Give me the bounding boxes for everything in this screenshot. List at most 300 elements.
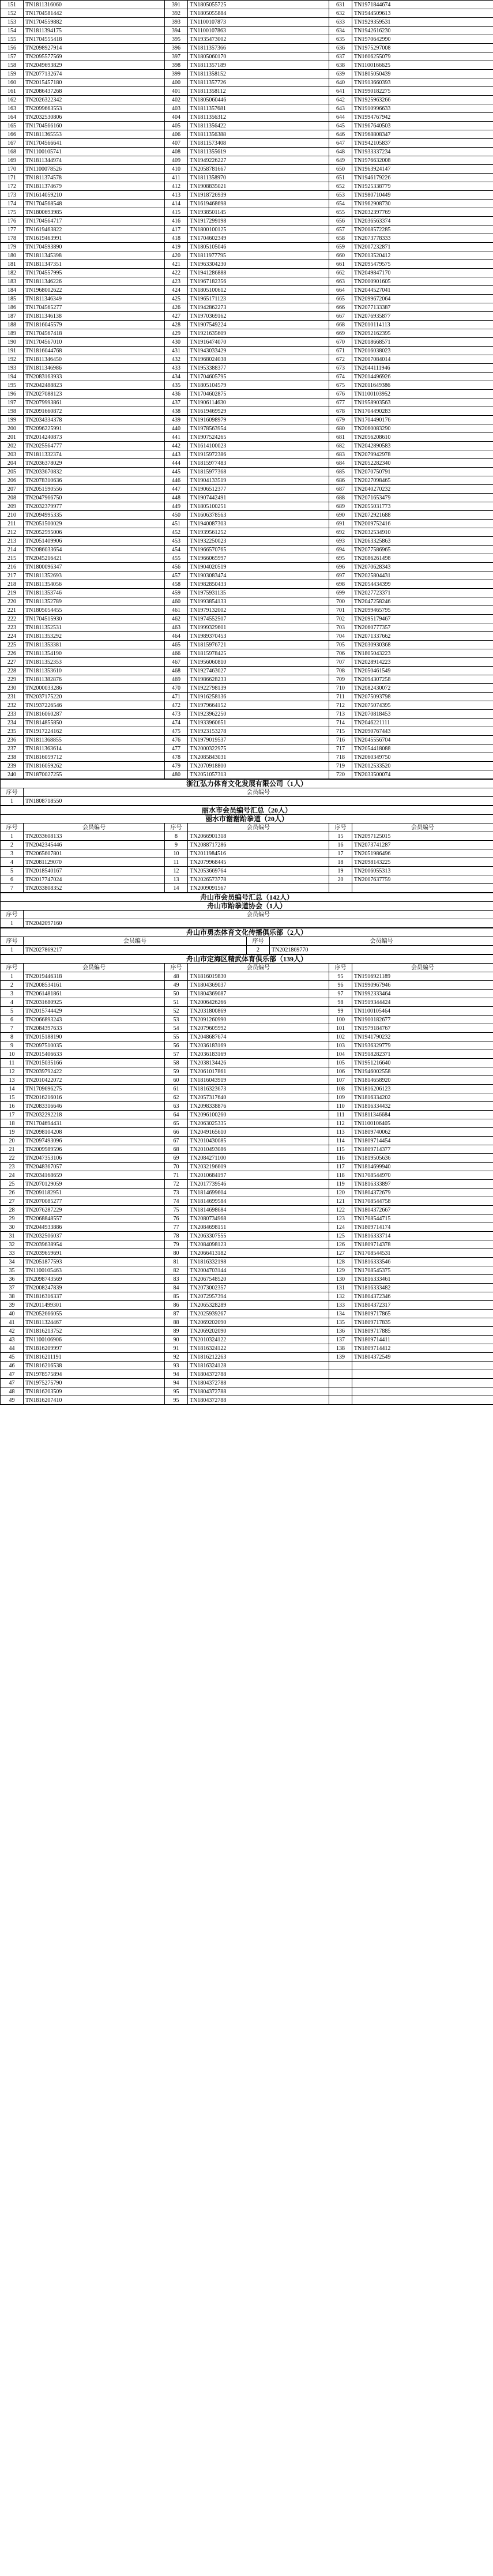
table-row xyxy=(1,867,493,875)
seq-cell: 421 xyxy=(165,260,188,269)
member-no-cell: TN2046221111 xyxy=(352,719,493,727)
member-no-cell: TN2077132674 xyxy=(24,70,165,78)
seq-header: 序号 xyxy=(329,964,352,972)
seq-cell: 26 xyxy=(1,1189,24,1197)
member-no-cell: TN2084271100 xyxy=(188,1154,329,1163)
member-no-header: 会员编号 xyxy=(270,937,493,946)
seq-cell: 153 xyxy=(1,18,24,27)
table-row xyxy=(1,1292,493,1301)
seq-cell: 477 xyxy=(165,744,188,753)
table-row xyxy=(1,537,493,546)
member-no-cell: TN1100106405 xyxy=(352,1119,493,1128)
seq-cell: 182 xyxy=(1,269,24,277)
member-no-cell: TN1971844674 xyxy=(352,1,493,9)
seq-cell: 231 xyxy=(1,693,24,701)
table-row xyxy=(1,156,493,165)
seq-cell: 17 xyxy=(329,849,352,858)
member-no-cell: TN2071337662 xyxy=(352,632,493,641)
seq-cell: 134 xyxy=(329,1310,352,1318)
member-no-cell: TN1942862273 xyxy=(188,303,329,312)
seq-cell: 668 xyxy=(329,321,352,329)
table-row xyxy=(1,1266,493,1275)
seq-cell: 447 xyxy=(165,485,188,494)
member-no-cell: TN1816206123 xyxy=(352,1085,493,1093)
member-no-cell: TN2065328289 xyxy=(188,1301,329,1310)
member-no-cell: TN2039638954 xyxy=(24,1240,165,1249)
member-no-cell: TN1811374578 xyxy=(24,174,165,182)
member-no-cell: TN1949226227 xyxy=(188,156,329,165)
seq-cell: 223 xyxy=(1,623,24,632)
seq-cell: 692 xyxy=(329,528,352,537)
member-no-cell: TN2015188190 xyxy=(24,1033,165,1041)
seq-cell: 130 xyxy=(329,1275,352,1284)
seq-cell: 177 xyxy=(1,225,24,234)
zhoushan-summary: 舟山市会员编号汇总（142人） xyxy=(1,893,493,902)
member-no-cell: TN1704568548 xyxy=(24,200,165,208)
member-no-cell: TN2063325863 xyxy=(352,537,493,546)
member-no-cell: TN1800693985 xyxy=(24,208,165,217)
seq-cell: 173 xyxy=(1,191,24,200)
table-row xyxy=(1,1137,493,1145)
member-no-cell: TN1816207410 xyxy=(24,1396,165,1405)
member-no-cell: TN1811324467 xyxy=(24,1318,165,1327)
seq-cell: 38 xyxy=(1,1292,24,1301)
seq-cell: 25 xyxy=(1,1180,24,1189)
table-row xyxy=(1,269,493,277)
member-no-cell: TN1994767942 xyxy=(352,113,493,122)
member-no-cell: TN2018668571 xyxy=(352,338,493,347)
member-no-cell: TN1942616230 xyxy=(352,27,493,35)
member-no-cell: TN1811352531 xyxy=(24,623,165,632)
member-no-cell: TN1811346226 xyxy=(24,277,165,286)
member-no-cell xyxy=(352,1387,493,1396)
member-no-cell: TN2054418088 xyxy=(352,744,493,753)
seq-cell: 127 xyxy=(329,1249,352,1258)
seq-cell: 91 xyxy=(165,1344,188,1353)
member-no-cell: TN2086437268 xyxy=(24,87,165,96)
seq-cell: 404 xyxy=(165,113,188,122)
table-row xyxy=(1,113,493,122)
seq-cell: 436 xyxy=(165,390,188,398)
seq-cell: 425 xyxy=(165,295,188,303)
member-no-cell: TN1708544531 xyxy=(352,1249,493,1258)
seq-cell: 95 xyxy=(329,972,352,981)
table-row xyxy=(1,321,493,329)
seq-cell: 205 xyxy=(1,468,24,476)
member-no-cell: TN2039792422 xyxy=(24,1067,165,1076)
member-no-cell: TN1816213752 xyxy=(24,1327,165,1336)
member-no-cell: TN1976632008 xyxy=(352,156,493,165)
member-no-cell: TN1708544758 xyxy=(352,1197,493,1206)
member-no-cell: TN2086261498 xyxy=(352,554,493,563)
member-no-cell: TN1811394175 xyxy=(24,27,165,35)
table-row xyxy=(1,1396,493,1405)
seq-cell: 102 xyxy=(329,1033,352,1041)
seq-cell: 126 xyxy=(329,1240,352,1249)
seq-cell: 694 xyxy=(329,546,352,554)
member-no-cell: TN2036563374 xyxy=(352,217,493,225)
seq-cell: 23 xyxy=(1,1163,24,1171)
member-no-cell: TN1979664152 xyxy=(188,701,329,710)
seq-cell: 665 xyxy=(329,295,352,303)
seq-cell: 398 xyxy=(165,61,188,70)
block1-table xyxy=(0,0,493,779)
table-row xyxy=(1,1128,493,1137)
member-no-cell: TN1918726939 xyxy=(188,191,329,200)
seq-cell: 392 xyxy=(165,9,188,18)
table-row xyxy=(1,78,493,87)
member-no-cell: TN1816332198 xyxy=(188,1258,329,1266)
member-no-cell: TN2070918800 xyxy=(188,762,329,770)
seq-cell: 52 xyxy=(165,1007,188,1016)
seq-cell: 225 xyxy=(1,641,24,649)
seq-cell: 2 xyxy=(1,841,24,849)
table-row xyxy=(1,234,493,243)
seq-cell: 478 xyxy=(165,753,188,762)
member-no-cell: TN1975275790 xyxy=(24,1379,165,1387)
table-row xyxy=(1,701,493,710)
seq-cell: 95 xyxy=(165,1396,188,1405)
member-no-cell: TN1816059712 xyxy=(24,753,165,762)
seq-cell: 659 xyxy=(329,243,352,251)
member-no-cell: TN1913660393 xyxy=(352,78,493,87)
seq-cell: 468 xyxy=(165,667,188,675)
seq-cell: 81 xyxy=(165,1258,188,1266)
table-row xyxy=(1,122,493,130)
seq-cell: 717 xyxy=(329,744,352,753)
table-row xyxy=(1,511,493,520)
member-no-cell: TN2025564777 xyxy=(24,442,165,450)
seq-cell: 411 xyxy=(165,174,188,182)
table-row xyxy=(1,174,493,182)
member-no-cell: TN2079968445 xyxy=(188,858,329,867)
member-no-cell: TN1811357681 xyxy=(188,104,329,113)
seq-cell: 111 xyxy=(329,1111,352,1119)
seq-cell: 240 xyxy=(1,770,24,779)
seq-cell: 414 xyxy=(165,200,188,208)
member-no-cell: TN2075093798 xyxy=(352,693,493,701)
seq-cell: 457 xyxy=(165,571,188,580)
seq-cell: 710 xyxy=(329,684,352,693)
seq-cell: 718 xyxy=(329,753,352,762)
seq-cell: 54 xyxy=(165,1024,188,1033)
seq-cell: 68 xyxy=(165,1145,188,1154)
zhejiang-table xyxy=(0,779,493,806)
table-row xyxy=(1,165,493,174)
seq-cell: 179 xyxy=(1,243,24,251)
seq-cell: 138 xyxy=(329,1344,352,1353)
seq-cell: 139 xyxy=(329,1353,352,1362)
seq-cell: 394 xyxy=(165,27,188,35)
seq-cell: 396 xyxy=(165,44,188,52)
member-no-cell: TN1805043223 xyxy=(352,649,493,658)
member-no-cell: TN1968808347 xyxy=(352,130,493,139)
seq-cell: 452 xyxy=(165,528,188,537)
seq-cell: 698 xyxy=(329,580,352,589)
member-no-header: 会员编号 xyxy=(352,823,493,832)
member-no-cell: TN1816333482 xyxy=(352,1284,493,1292)
member-no-cell: TN2084698151 xyxy=(188,1223,329,1232)
seq-cell: 101 xyxy=(329,1024,352,1033)
seq-cell: 198 xyxy=(1,407,24,416)
seq-cell: 108 xyxy=(329,1085,352,1093)
table-row xyxy=(1,684,493,693)
member-no-cell: TN1910996633 xyxy=(352,104,493,113)
member-no-cell: TN2055031773 xyxy=(352,502,493,511)
seq-cell: 691 xyxy=(329,520,352,528)
member-no-cell: TN1100105464 xyxy=(352,1007,493,1016)
seq-cell: 651 xyxy=(329,174,352,182)
member-no-cell: TN2053669764 xyxy=(188,867,329,875)
member-no-cell: TN1811357189 xyxy=(188,61,329,70)
member-no-cell: TN1811352693 xyxy=(24,571,165,580)
member-no-cell: TN2047258246 xyxy=(352,597,493,606)
seq-cell: 419 xyxy=(165,243,188,251)
seq-cell: 65 xyxy=(165,1119,188,1128)
member-no-cell: TN1619463822 xyxy=(24,225,165,234)
seq-cell: 187 xyxy=(1,312,24,321)
table-row xyxy=(1,744,493,753)
seq-cell: 58 xyxy=(165,1059,188,1067)
member-no-cell: TN1704694431 xyxy=(24,1119,165,1128)
seq-cell: 410 xyxy=(165,165,188,174)
member-no-cell: TN1811352789 xyxy=(24,597,165,606)
table-row xyxy=(1,9,493,18)
seq-cell: 466 xyxy=(165,649,188,658)
member-no-cell: TN1816211191 xyxy=(24,1353,165,1362)
seq-cell: 633 xyxy=(329,18,352,27)
seq-cell: 36 xyxy=(1,1275,24,1284)
seq-cell: 430 xyxy=(165,338,188,347)
seq-cell: 195 xyxy=(1,381,24,390)
table-row xyxy=(1,563,493,571)
member-no-cell: TN2099663553 xyxy=(24,104,165,113)
seq-cell: 693 xyxy=(329,537,352,546)
member-no-cell: TN1805054455 xyxy=(24,606,165,615)
member-no-cell: TN1809714454 xyxy=(352,1137,493,1145)
member-no-cell: TN1993854133 xyxy=(188,597,329,606)
seq-cell: 230 xyxy=(1,684,24,693)
member-no-cell: TN2007084014 xyxy=(352,355,493,364)
seq-cell: 643 xyxy=(329,104,352,113)
seq-cell: 168 xyxy=(1,148,24,156)
table-row xyxy=(1,1076,493,1085)
member-no-cell: TN2095179467 xyxy=(352,615,493,623)
seq-cell: 47 xyxy=(1,1379,24,1387)
seq-cell: 15 xyxy=(1,1093,24,1102)
member-no-cell: TN2027088123 xyxy=(24,390,165,398)
seq-cell: 644 xyxy=(329,113,352,122)
seq-cell: 656 xyxy=(329,217,352,225)
member-no-cell: TN1708544715 xyxy=(352,1214,493,1223)
member-no-cell: TN2070818453 xyxy=(352,710,493,719)
member-no-cell: TN1814699584 xyxy=(188,1197,329,1206)
member-no-cell: TN1980710449 xyxy=(352,191,493,200)
seq-cell: 14 xyxy=(1,1085,24,1093)
seq-cell: 15 xyxy=(329,832,352,841)
member-no-cell: TN1816316337 xyxy=(24,1292,165,1301)
table-row xyxy=(1,1050,493,1059)
seq-cell: 165 xyxy=(1,122,24,130)
table-row xyxy=(1,381,493,390)
member-no-cell: TN2008534161 xyxy=(24,981,165,990)
seq-cell: 646 xyxy=(329,130,352,139)
member-no-cell: TN2026573778 xyxy=(188,875,329,884)
seq-header: 序号 xyxy=(165,823,188,832)
seq-cell: 687 xyxy=(329,485,352,494)
table-row xyxy=(1,1007,493,1016)
member-no-cell: TN1809714378 xyxy=(352,1240,493,1249)
table-row xyxy=(1,1093,493,1102)
seq-cell: 69 xyxy=(165,1154,188,1163)
member-no-cell: TN1979132002 xyxy=(188,606,329,615)
seq-cell xyxy=(329,1379,352,1387)
table-row xyxy=(1,1258,493,1266)
seq-cell: 6 xyxy=(1,875,24,884)
member-no-cell: TN1805060446 xyxy=(188,96,329,104)
seq-cell: 162 xyxy=(1,96,24,104)
member-no-cell: TN1704566160 xyxy=(24,122,165,130)
member-no-header: 会员编号 xyxy=(24,964,165,972)
member-no-cell: TN1811346450 xyxy=(24,355,165,364)
member-no-cell: TN1816043919 xyxy=(188,1076,329,1085)
member-no-cell: TN1975297008 xyxy=(352,44,493,52)
seq-cell: 648 xyxy=(329,148,352,156)
lishui-summary: 丽水市会员编号汇总（20人） xyxy=(1,806,493,815)
member-no-cell: TN1967640503 xyxy=(352,122,493,130)
member-no-cell: TN1925338779 xyxy=(352,182,493,191)
seq-cell: 448 xyxy=(165,494,188,502)
seq-cell xyxy=(329,1387,352,1396)
member-no-cell: TN2060083290 xyxy=(352,424,493,433)
member-no-cell: TN2072921688 xyxy=(352,511,493,520)
table-row xyxy=(1,148,493,156)
member-no-cell: TN1923962250 xyxy=(188,710,329,719)
member-no-cell xyxy=(352,1396,493,1405)
zhoushan-club3-title: 舟山市定海区精武体育俱乐部（139人） xyxy=(1,955,493,964)
member-no-cell: TN2031680925 xyxy=(24,998,165,1007)
seq-cell: 699 xyxy=(329,589,352,597)
member-no-cell: TN2075074395 xyxy=(352,701,493,710)
seq-cell: 428 xyxy=(165,321,188,329)
seq-cell: 137 xyxy=(329,1336,352,1344)
seq-cell: 152 xyxy=(1,9,24,18)
table-row xyxy=(1,355,493,364)
seq-cell: 451 xyxy=(165,520,188,528)
seq-cell: 479 xyxy=(165,762,188,770)
table-row xyxy=(1,303,493,312)
member-no-cell: TN2099672064 xyxy=(352,295,493,303)
seq-cell: 197 xyxy=(1,398,24,407)
member-no-cell: TN2099465795 xyxy=(352,606,493,615)
member-no-cell: TN1709696275 xyxy=(24,1085,165,1093)
member-no-header: 会员编号 xyxy=(24,823,165,832)
member-no-cell: TN2033670832 xyxy=(24,468,165,476)
seq-cell: 224 xyxy=(1,632,24,641)
table-row xyxy=(1,675,493,684)
seq-cell: 84 xyxy=(165,1284,188,1292)
table-row xyxy=(1,243,493,251)
member-no-cell: TN1918282371 xyxy=(352,1050,493,1059)
member-no-cell: TN2018540167 xyxy=(24,867,165,875)
seq-header: 序号 xyxy=(1,823,24,832)
member-no-cell: TN2014496926 xyxy=(352,373,493,381)
member-no-cell: TN2057317640 xyxy=(188,1093,329,1102)
table-row xyxy=(1,1327,493,1336)
seq-cell: 415 xyxy=(165,208,188,217)
member-no-cell: TN1956060810 xyxy=(188,658,329,667)
member-no-cell: TN1811316060 xyxy=(24,1,165,9)
member-no-cell: TN2016216016 xyxy=(24,1093,165,1102)
seq-cell: 119 xyxy=(329,1180,352,1189)
member-no-cell: TN2096100260 xyxy=(188,1111,329,1119)
seq-cell: 92 xyxy=(165,1353,188,1362)
table-row xyxy=(1,1059,493,1067)
seq-cell: 432 xyxy=(165,355,188,364)
seq-cell: 118 xyxy=(329,1171,352,1180)
member-no-cell: TN1989370453 xyxy=(188,632,329,641)
seq-cell: 29 xyxy=(1,1214,24,1223)
member-no-cell: TN1966065997 xyxy=(188,554,329,563)
member-no-cell: TN1815977368 xyxy=(188,468,329,476)
seq-cell: 135 xyxy=(329,1318,352,1327)
seq-cell: 453 xyxy=(165,537,188,546)
seq-cell: 185 xyxy=(1,295,24,303)
member-no-cell: TN2086033654 xyxy=(24,546,165,554)
member-no-cell: TN2066901318 xyxy=(188,832,329,841)
seq-cell: 125 xyxy=(329,1232,352,1240)
table-row xyxy=(1,18,493,27)
seq-cell: 697 xyxy=(329,571,352,580)
seq-cell: 9 xyxy=(1,1041,24,1050)
seq-cell: 399 xyxy=(165,70,188,78)
seq-cell: 215 xyxy=(1,554,24,563)
zhoushan-table-3 xyxy=(0,954,493,1405)
table-row xyxy=(1,450,493,459)
seq-cell: 6 xyxy=(1,1016,24,1024)
seq-cell: 442 xyxy=(165,442,188,450)
seq-cell: 48 xyxy=(1,1387,24,1396)
member-no-cell: TN2033608133 xyxy=(24,832,165,841)
seq-cell: 418 xyxy=(165,234,188,243)
seq-cell: 8 xyxy=(1,1033,24,1041)
seq-header: 序号 xyxy=(165,964,188,972)
seq-cell: 634 xyxy=(329,27,352,35)
seq-cell: 151 xyxy=(1,1,24,9)
member-no-cell: TN1704567418 xyxy=(24,329,165,338)
member-no-cell: TN1805105046 xyxy=(188,243,329,251)
member-no-cell: TN2095577569 xyxy=(24,52,165,61)
member-no-cell: TN2008247839 xyxy=(24,1284,165,1292)
member-no-cell: TN1811358152 xyxy=(188,70,329,78)
table-row xyxy=(1,260,493,269)
member-no-header: 会员编号 xyxy=(188,964,329,972)
seq-cell: 641 xyxy=(329,87,352,96)
seq-cell: 635 xyxy=(329,35,352,44)
seq-cell: 662 xyxy=(329,269,352,277)
member-no-cell: TN2048367057 xyxy=(24,1163,165,1171)
table-row xyxy=(1,433,493,442)
member-no-cell: TN1704605795 xyxy=(188,373,329,381)
member-no-cell: TN2069202090 xyxy=(188,1327,329,1336)
seq-cell: 434 xyxy=(165,373,188,381)
member-no-cell: TN2052282340 xyxy=(352,459,493,468)
member-no-cell: TN1933337234 xyxy=(352,148,493,156)
seq-cell: 159 xyxy=(1,70,24,78)
member-no-cell: TN1808718550 xyxy=(24,797,493,806)
member-no-cell: TN2047966750 xyxy=(24,494,165,502)
seq-cell: 50 xyxy=(165,990,188,998)
